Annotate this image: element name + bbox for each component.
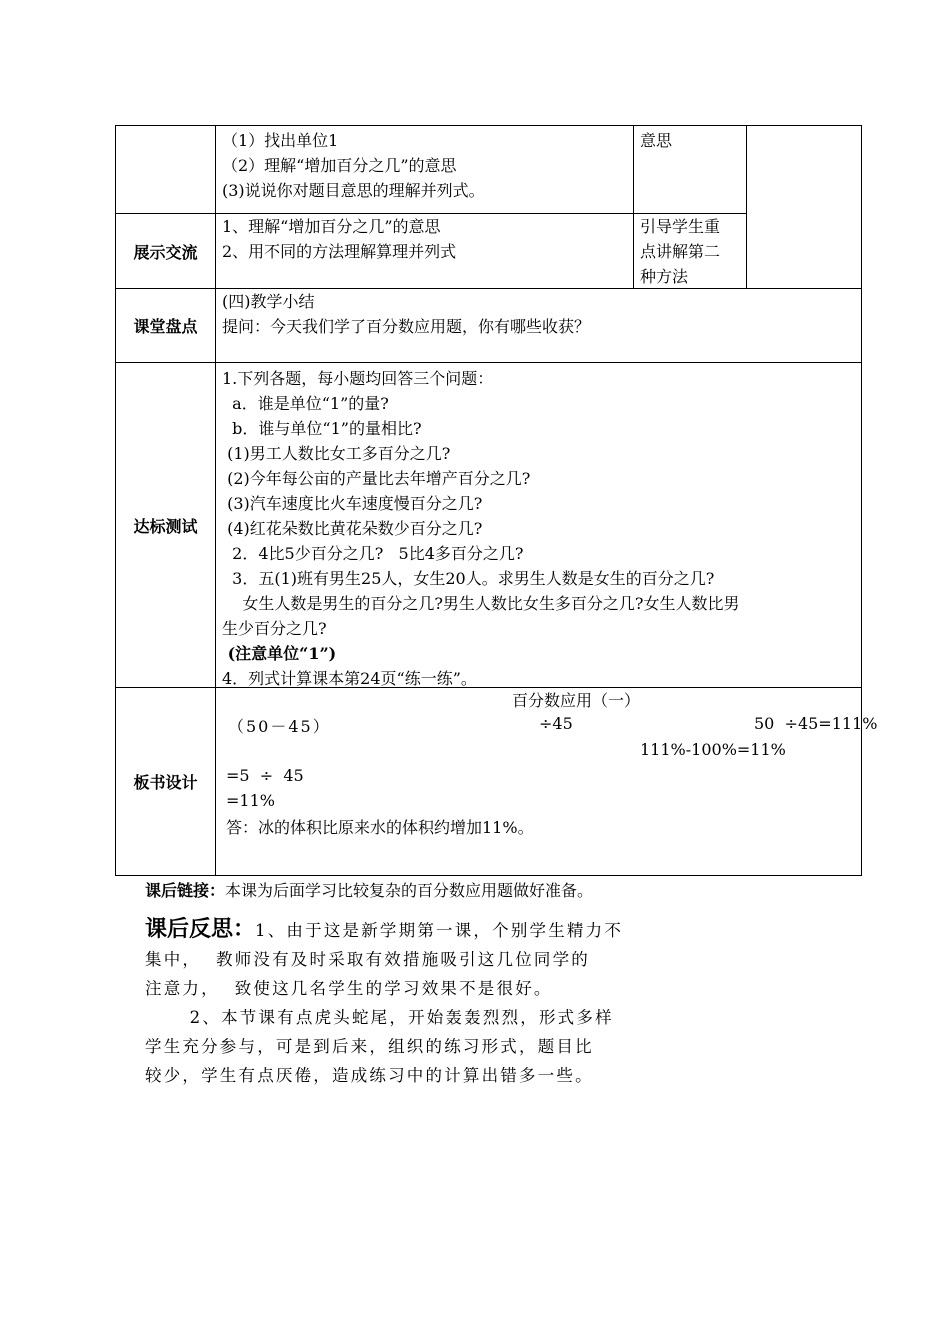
row-label: 板书设计 bbox=[133, 773, 198, 792]
row-label-cell bbox=[115, 288, 216, 363]
reflection-line: 集中， 教师没有及时采取有效措施吸引这几位同学的 bbox=[145, 950, 590, 969]
lesson-table bbox=[115, 125, 878, 876]
board-design-cell bbox=[215, 687, 878, 876]
content-line: 4．列式计算课本第24页“练一练”。 bbox=[222, 669, 477, 688]
row-label-cell bbox=[115, 687, 216, 876]
row-content-cell bbox=[215, 213, 634, 289]
row-note-cell bbox=[633, 213, 747, 289]
board-answer: 答：冰的体积比原来水的体积约增加11%。 bbox=[226, 818, 534, 837]
row-label-cell bbox=[115, 125, 216, 214]
content-line: (注意单位“1”) bbox=[222, 644, 337, 663]
board-title: 百分数应用（一） bbox=[512, 691, 641, 710]
board-expression: =11% bbox=[226, 791, 275, 810]
content-line: 2．4比5少百分之几? 5比4多百分之几? bbox=[222, 544, 524, 563]
content-line: b．谁与单位“1”的量相比? bbox=[222, 419, 422, 438]
note-line: 种方法 bbox=[640, 267, 689, 286]
board-expression: 111%-100%=11% bbox=[640, 740, 786, 759]
note-line: 引导学生重 bbox=[640, 217, 721, 236]
content-line: (2)今年每公亩的产量比去年增产百分之几? bbox=[222, 469, 531, 488]
board-expression: =5 ÷ 45 bbox=[226, 766, 304, 785]
content-line: 生少百分之几? bbox=[222, 619, 327, 638]
reflection-line: 2、本节课有点虎头蛇尾，开始轰轰烈烈，形式多样 bbox=[145, 1008, 614, 1027]
content-line: 2、用不同的方法理解算理并列式 bbox=[222, 242, 457, 261]
row-label: 达标测试 bbox=[133, 516, 198, 536]
row-label: 课堂盘点 bbox=[133, 317, 198, 336]
board-expression: （50－45） bbox=[228, 717, 331, 736]
row-content-cell bbox=[215, 288, 862, 363]
content-line: a．谁是单位“1”的量? bbox=[222, 394, 389, 413]
row-label-cell bbox=[115, 362, 216, 688]
row-note-cell bbox=[633, 125, 747, 214]
board-expression: ÷45 bbox=[539, 714, 573, 733]
reflection-section bbox=[145, 915, 835, 1090]
row-label: 展示交流 bbox=[133, 242, 198, 262]
content-line: (四)教学小结 bbox=[222, 292, 315, 311]
row-content-cell bbox=[215, 362, 862, 688]
content-line: 1、理解“增加百分之几”的意思 bbox=[222, 217, 441, 236]
link-label: 课后链接： bbox=[145, 881, 226, 900]
board-expression: 50 ÷45=111% bbox=[754, 714, 878, 733]
note-line: 点讲解第二 bbox=[640, 242, 721, 261]
content-line: 1.下列各题，每小题均回答三个问题： bbox=[222, 369, 494, 388]
content-line: 女生人数是男生的百分之几?男生人数比女生多百分之几?女生人数比男 bbox=[222, 594, 740, 613]
empty-cell bbox=[746, 125, 862, 289]
link-text: 本课为后面学习比较复杂的百分数应用题做好准备。 bbox=[225, 881, 594, 900]
content-line: (1)男工人数比女工多百分之几? bbox=[222, 444, 451, 463]
row-label-cell bbox=[115, 213, 216, 289]
row-content-cell bbox=[215, 125, 634, 214]
content-line: (3)说说你对题目意思的理解并列式。 bbox=[222, 181, 485, 200]
content-line: （2）理解“增加百分之几”的意思 bbox=[222, 156, 457, 175]
note-line: 意思 bbox=[640, 131, 673, 150]
content-line: (3)汽车速度比火车速度慢百分之几? bbox=[222, 494, 483, 513]
reflection-line: 学生充分参与，可是到后来，组织的练习形式，题目比 bbox=[145, 1037, 594, 1056]
reflection-line: 1、由于这是新学期第一课，个别学生精力不 bbox=[255, 921, 624, 940]
reflection-label: 课后反思： bbox=[145, 917, 256, 942]
content-line: 3．五(1)班有男生25人，女生20人。求男生人数是女生的百分之几? bbox=[222, 569, 715, 588]
reflection-line: 注意力， 致使这几名学生的学习效果不是很好。 bbox=[145, 979, 553, 998]
content-line: （1）找出单位1 bbox=[222, 131, 339, 150]
reflection-line: 较少，学生有点厌倦，造成练习中的计算出错多一些。 bbox=[145, 1066, 594, 1085]
content-line: 提问：今天我们学了百分数应用题，你有哪些收获？ bbox=[222, 317, 591, 336]
content-line: (4)红花朵数比黄花朵数少百分之几? bbox=[222, 519, 483, 538]
after-class-link bbox=[145, 878, 593, 901]
